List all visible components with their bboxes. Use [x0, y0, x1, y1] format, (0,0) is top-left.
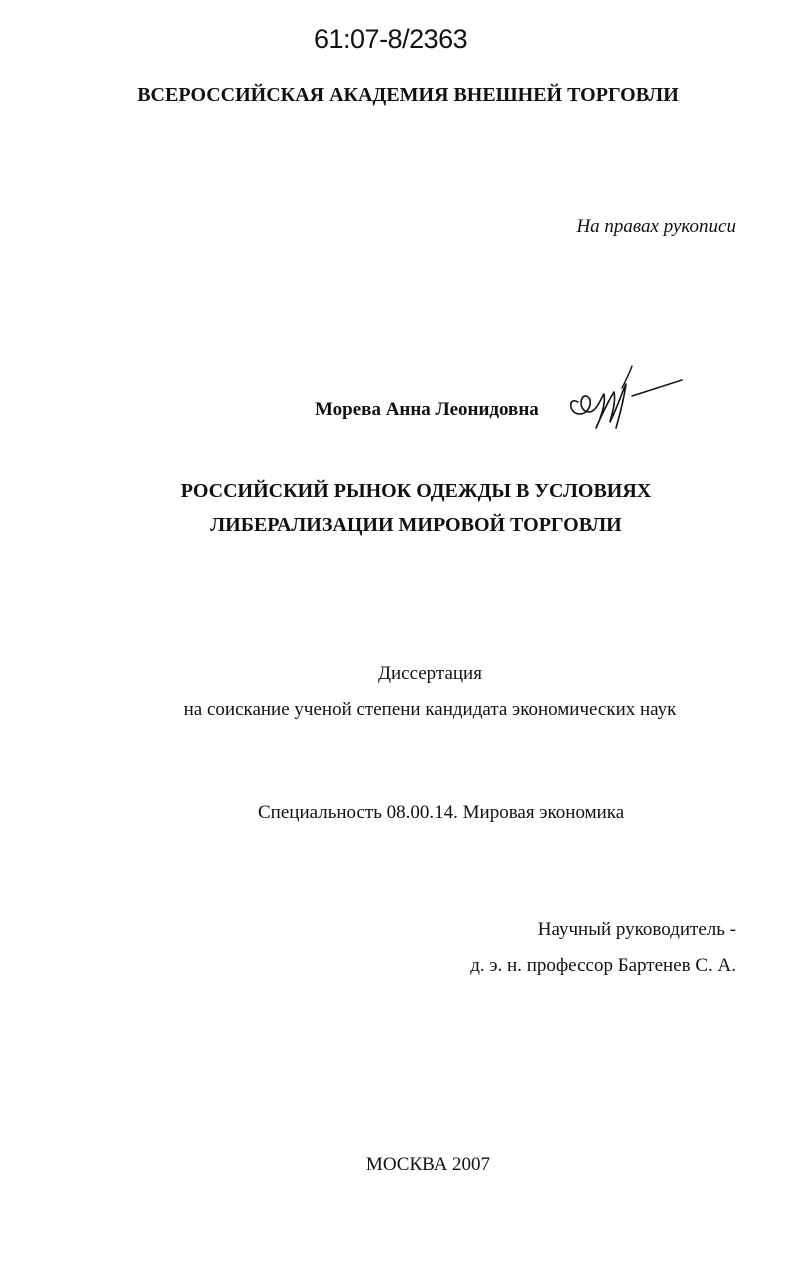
- dissertation-type: Диссертация: [378, 663, 482, 684]
- supervisor-name: д. э. н. профессор Бартенев С. А.: [470, 955, 736, 976]
- specialty-line: Специальность 08.00.14. Мировая экономика: [258, 802, 625, 823]
- dissertation-type-block: [32, 656, 796, 728]
- supervisor-block: [470, 912, 736, 984]
- institution-name: ВСЕРОССИЙСКАЯ АКАДЕМИЯ ВНЕШНЕЙ ТОРГОВЛИ: [137, 84, 679, 106]
- signature-icon: [560, 362, 690, 432]
- catalog-number: 61:07-8/2363: [314, 24, 468, 54]
- degree-line: на соискание ученой степени кандидата экономических наук: [183, 699, 677, 720]
- city-year: МОСКВА 2007: [365, 1154, 491, 1175]
- rights-note: На правах рукописи: [576, 216, 736, 237]
- dissertation-title: [18, 474, 796, 542]
- supervisor-role: Научный руководитель -: [537, 919, 736, 940]
- title-line-2: ЛИБЕРАЛИЗАЦИИ МИРОВОЙ ТОРГОВЛИ: [210, 514, 622, 536]
- title-line-1: РОССИЙСКИЙ РЫНОК ОДЕЖДЫ В УСЛОВИЯХ: [180, 480, 652, 502]
- author-name: Морева Анна Леонидовна: [315, 399, 539, 420]
